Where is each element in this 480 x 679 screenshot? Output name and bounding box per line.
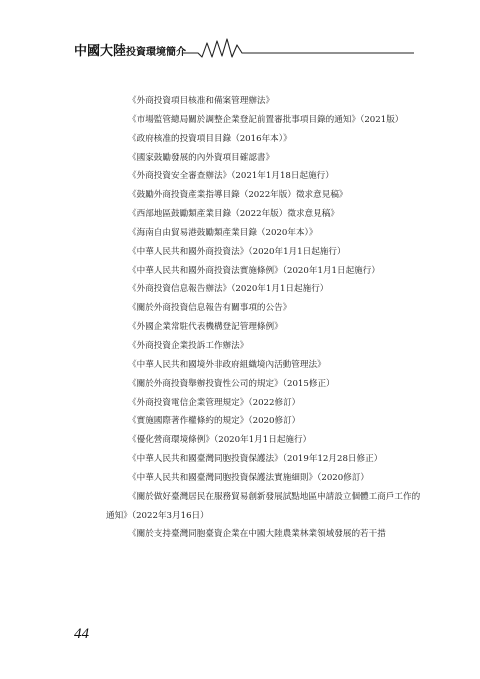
list-item: 《關於外商投資信息報告有關事項的公告》 bbox=[128, 303, 292, 314]
regulation-list bbox=[106, 92, 426, 544]
header-title-large: 中國大陸 bbox=[74, 44, 127, 59]
list-item: 《政府核准的投資項目目錄（2016年本）》 bbox=[128, 133, 292, 144]
list-item: 《關於外商投資舉辦投資性公司的規定》（2015修正） bbox=[128, 378, 335, 389]
list-item: 《關於支持臺灣同胞臺資企業在中國大陸農業林業領域發展的若干措 bbox=[128, 529, 386, 540]
list-item: 《西部地區鼓勵類產業目錄（2022年版）徵求意見稿》 bbox=[128, 209, 339, 220]
header-title-small: 投資環境簡介 bbox=[126, 47, 187, 58]
list-item: 《中華人民共和國臺灣同胞投資保護法實施細則》（2020修訂） bbox=[128, 472, 370, 483]
list-item: 《外商投資安全審查辦法》（2021年1月18日起施行） bbox=[128, 171, 334, 182]
list-item: 《外商投資電信企業管理規定》（2022修訂） bbox=[128, 397, 301, 408]
list-item: 《優化營商環境條例》（2020年1月1日起施行） bbox=[128, 435, 312, 446]
list-item: 《鼓勵外商投資產業指導目錄（2022年版）徵求意見稿》 bbox=[128, 190, 348, 201]
list-item: 《海南自由貿易港鼓勵類產業目錄（2020年本）》 bbox=[128, 227, 318, 238]
list-item: 《實施國際著作權條約的規定》（2020修訂） bbox=[128, 416, 301, 427]
list-item: 《關於做好臺灣居民在服務貿易創新發展試點地區申請設立個體工商戶工作的通知》（2022年3月16日） bbox=[106, 491, 421, 521]
list-item: 《國家鼓勵發展的內外資項目確認書》 bbox=[128, 152, 275, 163]
list-item: 《中華人民共和國外商投資法》（2020年1月1日起施行） bbox=[128, 246, 346, 257]
list-item: 《中華人民共和國臺灣同胞投資保護法》（2019年12月28日修正） bbox=[128, 454, 383, 465]
list-item: 《外國企業常駐代表機構登記管理條例》 bbox=[128, 322, 283, 333]
heartbeat-line-icon bbox=[182, 36, 414, 60]
header-title bbox=[74, 40, 186, 59]
list-item: 《外商投資信息報告辦法》（2020年1月1日起施行） bbox=[128, 284, 329, 295]
list-item: 《外商投資企業投訴工作辦法》 bbox=[128, 340, 249, 351]
list-item: 《市場監管總局關於調整企業登記前置審批事項目錄的通知》（2021版） bbox=[128, 114, 404, 125]
list-item: 《中華人民共和國境外非政府組織境內活動管理法》 bbox=[128, 359, 326, 370]
list-item: 《中華人民共和國外商投資法實施條例》（2020年1月1日起施行） bbox=[128, 265, 380, 276]
list-item: 《外商投資項目核准和備案管理辦法》 bbox=[128, 96, 275, 106]
page-number: 44 bbox=[74, 626, 89, 642]
running-header bbox=[74, 36, 414, 62]
